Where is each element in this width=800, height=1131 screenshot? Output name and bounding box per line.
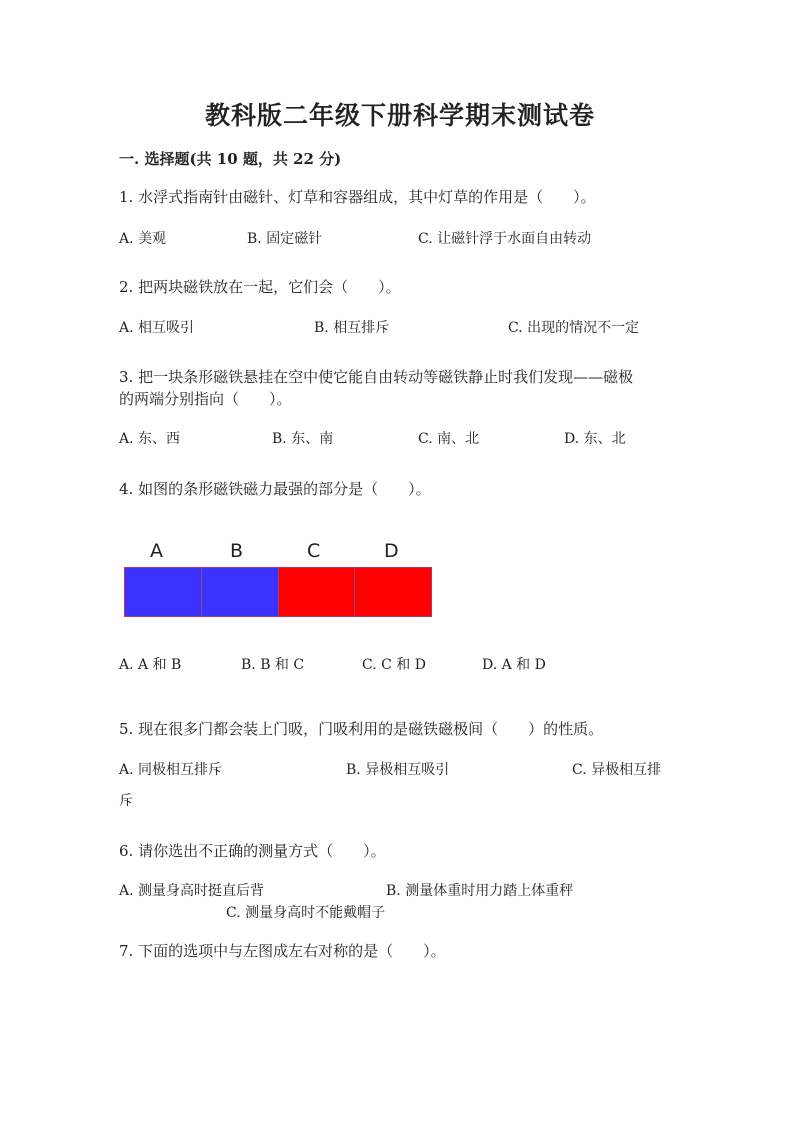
q4-option-d: D. A 和 D [482,657,546,673]
question-7: 7. 下面的选项中与左图成左右对称的是（ ）。 [119,942,446,960]
q1-option-b: B. 固定磁针 [247,231,323,247]
question-3-line-2: 的两端分别指向（ ）。 [119,390,292,408]
q6-option-b: B. 测量体重时用力踏上体重秤 [386,883,574,899]
q5-option-b: B. 异极相互吸引 [346,762,450,778]
q1-option-c: C. 让磁针浮于水面自由转动 [418,231,592,247]
q4-option-a: A. A 和 B [119,657,182,673]
magnet-segment-b [201,568,278,616]
q2-option-c: C. 出现的情况不一定 [508,320,640,336]
magnet-segment-a [125,568,201,616]
q4-option-b: B. B 和 C [241,657,305,673]
q5-option-a: A. 同极相互排斥 [119,762,223,778]
bar-magnet-figure [124,567,432,617]
bar-label-c: C [307,540,321,562]
q6-option-a: A. 测量身高时挺直后背 [119,883,265,899]
question-4: 4. 如图的条形磁铁磁力最强的部分是（ ）。 [119,480,431,498]
bar-label-b: B [230,540,244,562]
section-heading: 一. 选择题(共 10 题，共 22 分) [119,150,342,168]
q4-option-c: C. C 和 D [362,657,426,673]
bar-label-a: A [150,540,163,562]
q3-option-c: C. 南、北 [418,431,480,447]
question-5: 5. 现在很多门都会装上门吸，门吸利用的是磁铁磁极间（ ）的性质。 [119,720,604,738]
question-2: 2. 把两块磁铁放在一起，它们会（ ）。 [119,278,401,296]
q1-option-a: A. 美观 [119,231,167,247]
q5-option-c-wrap: 斥 [119,793,133,809]
q3-option-b: B. 东、南 [272,431,334,447]
question-3-line-1: 3. 把一块条形磁铁悬挂在空中使它能自由转动等磁铁静止时我们发现——磁极 [119,368,634,386]
q3-option-a: A. 东、西 [119,431,181,447]
magnet-segment-c [278,568,355,616]
q2-option-a: A. 相互吸引 [119,320,195,336]
question-1: 1. 水浮式指南针由磁针、灯草和容器组成，其中灯草的作用是（ ）。 [119,188,596,206]
q6-option-c: C. 测量身高时不能戴帽子 [226,905,386,921]
bar-label-d: D [384,540,399,562]
q5-option-c: C. 异极相互排 [572,762,662,778]
q2-option-b: B. 相互排斥 [314,320,390,336]
magnet-segment-d [354,568,431,616]
question-6: 6. 请你选出不正确的测量方式（ ）。 [119,842,386,860]
q3-option-d: D. 东、北 [564,431,626,447]
page-title: 教科版二年级下册科学期末测试卷 [204,101,595,130]
